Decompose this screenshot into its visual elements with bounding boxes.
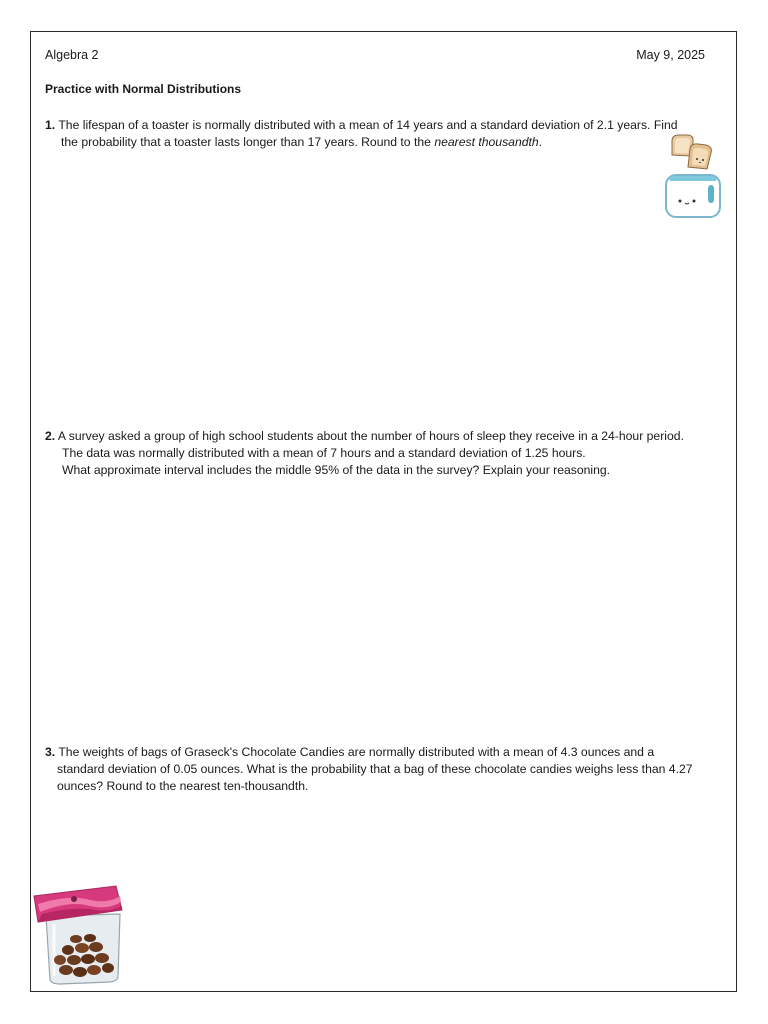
question-3-number: 3. (45, 745, 56, 759)
question-1 (45, 117, 717, 151)
question-3-line-3: ounces? Round to the nearest ten-thousandth. (57, 779, 309, 793)
chocolate-candy-bag-icon (30, 884, 126, 988)
question-1-line-2 (45, 134, 717, 151)
question-1-period: . (538, 135, 543, 149)
toaster-body-icon (666, 175, 720, 217)
question-1-text-2: the probability that a toaster lasts longer than 17 years. Round to the (61, 135, 435, 149)
question-3-text: The weights of bags of Graseck's Chocolate Candies are normally distributed with a mean of 4.3 ounces and a (58, 745, 655, 759)
question-2-line-1 (45, 428, 735, 445)
question-1-emphasis: nearest thousandth (434, 135, 539, 149)
question-2-line-2: The data was normally distributed with a mean of 7 hours and a standard deviation of 1.25 hours. (62, 446, 586, 460)
question-2 (45, 428, 735, 479)
toaster-with-toast-icon (660, 133, 724, 221)
toast-slice-icon (688, 144, 711, 169)
question-1-number: 1. (45, 118, 56, 132)
course-name: Algebra 2 (45, 48, 99, 62)
question-2-number: 2. (45, 429, 56, 443)
page-border (30, 31, 737, 992)
page-title: Practice with Normal Distributions (45, 82, 242, 96)
question-3 (45, 744, 735, 795)
question-2-text: A survey asked a group of high school students about the number of hours of sleep they receive in a 24-hour period. (57, 429, 684, 443)
worksheet-date: May 9, 2025 (636, 48, 705, 62)
question-3-line-2: standard deviation of 0.05 ounces. What is the probability that a bag of these chocolate candies weighs less than 4.27 (57, 762, 693, 776)
question-2-line-3: What approximate interval includes the middle 95% of the data in the survey? Explain your reasoning. (62, 463, 611, 477)
question-1-text: The lifespan of a toaster is normally distributed with a mean of 14 years and a standard deviation of 2.1 years. Find (58, 118, 678, 132)
question-3-line-1 (45, 744, 735, 761)
question-1-line-1 (45, 117, 717, 134)
